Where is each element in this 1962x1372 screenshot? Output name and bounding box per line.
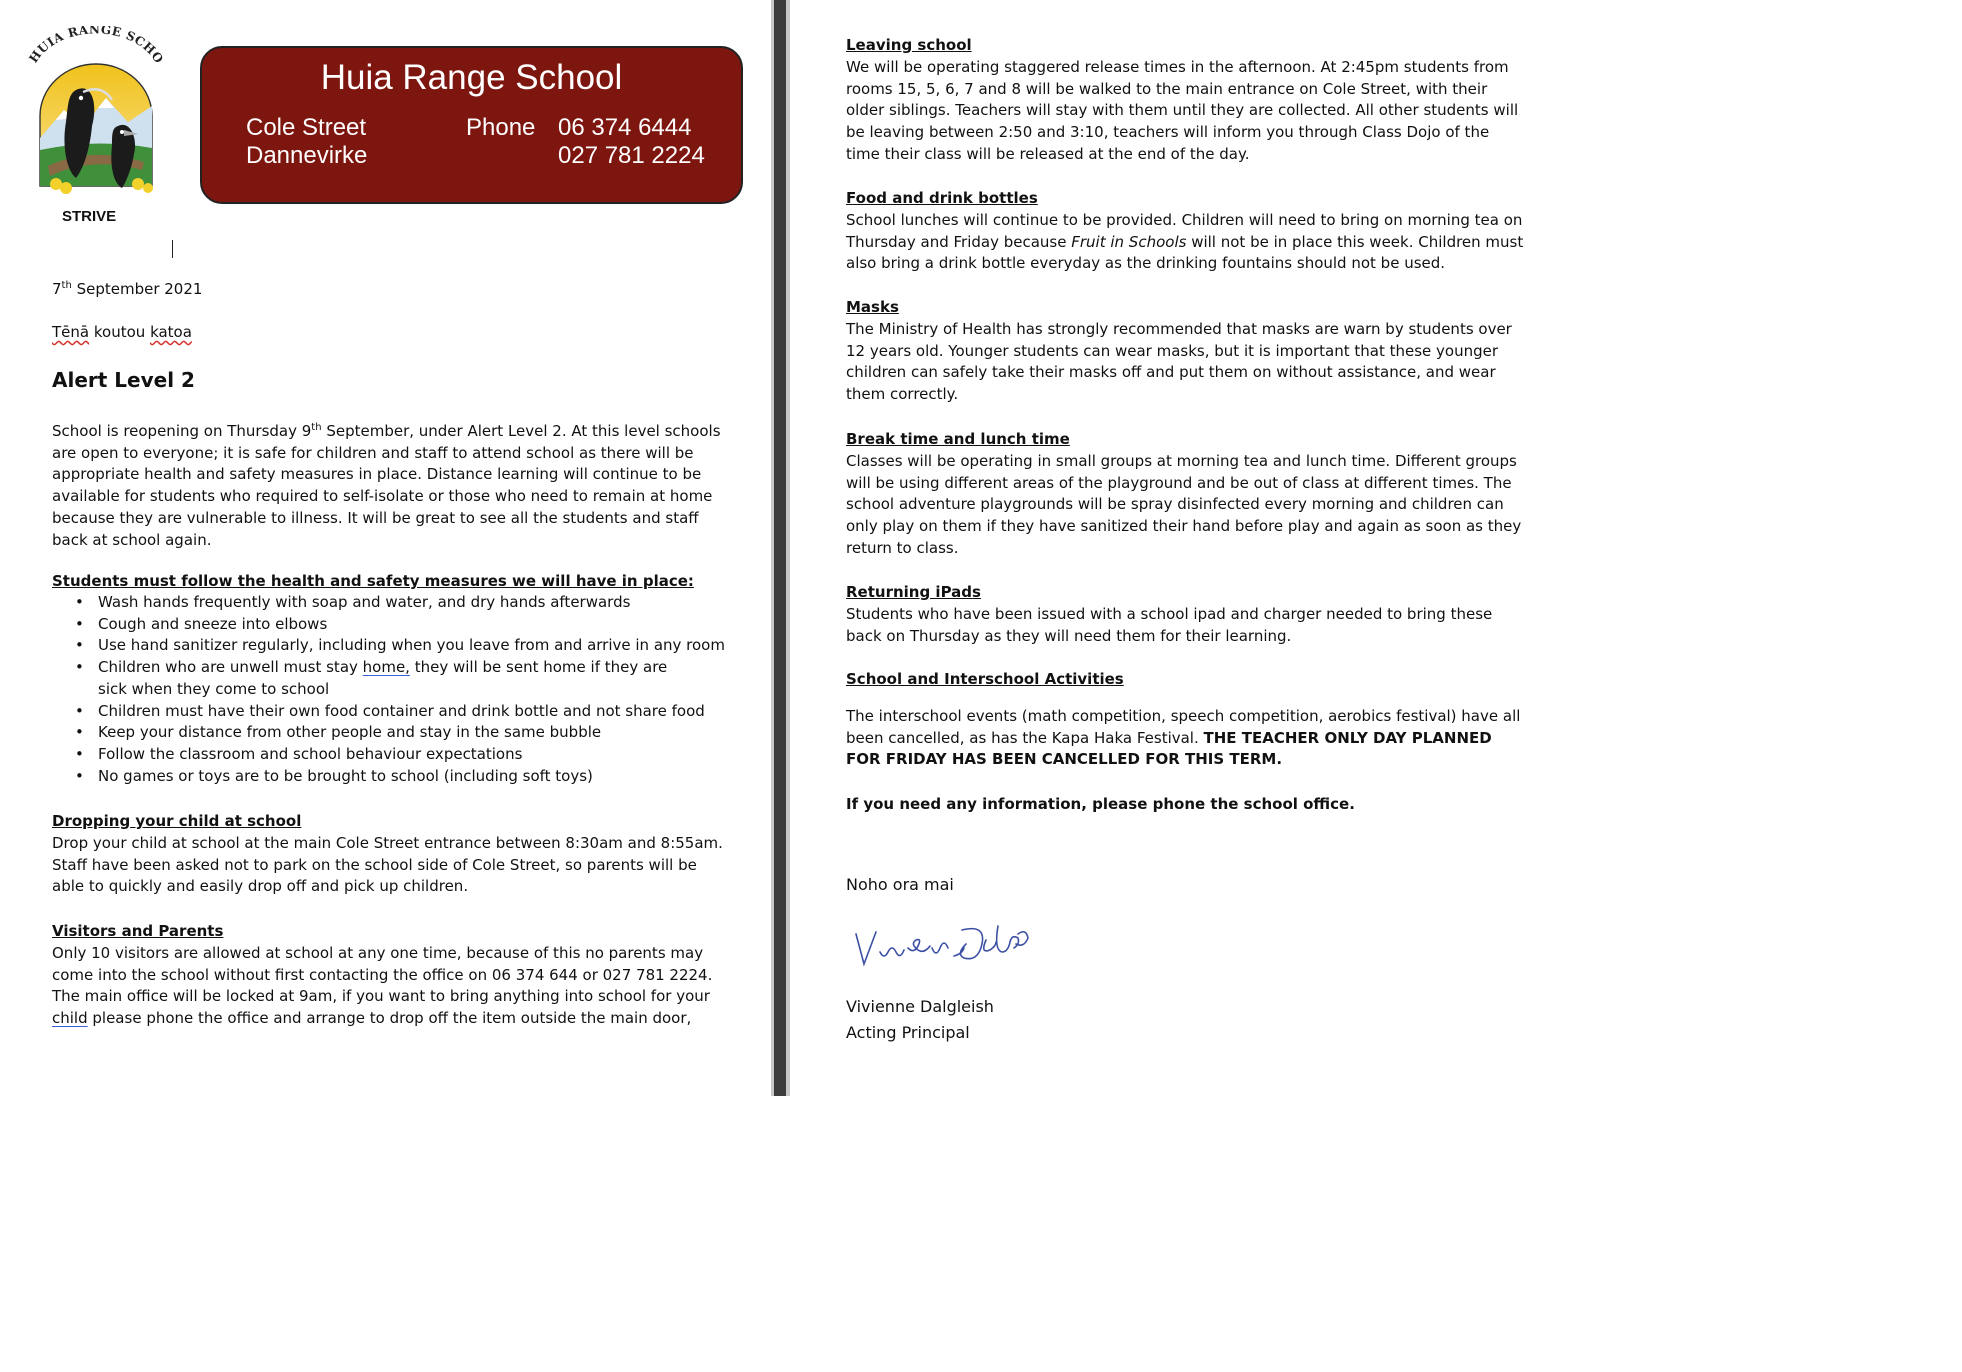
intro-sup: th [311,422,322,433]
huia-bird-logo-icon [26,26,166,206]
intro-part-a: School is reopening on Thursday 9 [52,422,312,440]
list-item: • No games or toys are to be brought to school (including soft toys) [52,766,732,788]
dropping-paragraph: Drop your child at school at the main Cole Street entrance between 8:30am and 8:55am. Staff have been asked not to park on the school side of Cole Street, so parents will be able to quickly and easily drop off and pick up children. [52,834,723,896]
phone-number-1: 06 374 6444 [558,114,692,141]
letter-page-2 [790,0,1568,1096]
signer-title: Acting Principal [846,1023,970,1042]
letterhead-banner [200,46,743,204]
address-line-2: Dannevirke [246,142,368,169]
measures-heading: Students must follow the health and safety measures we will have in place: [52,572,694,590]
svg-text:HUIA RANGE SCHOOL: HUIA RANGE SCHO [26,26,166,67]
masks-paragraph: The Ministry of Health has strongly recommended that masks are warn by students over 12 years old. Younger students can wear masks, but it is important that these younger children can safely take their masks off and put them on without assistance, and wear them correctly. [846,320,1512,404]
signoff: Noho ora mai [846,875,954,894]
activities-part-a: The interschool events (math competition, speech competition, aerobics festival) have all been cancelled, as has the Kapa Haka Festival. [846,707,1521,747]
text-cursor [172,240,173,258]
greeting-word-2: koutou [93,323,146,341]
activities-heading: School and Interschool Activities [846,670,1124,688]
address-line-1: Cole Street [246,114,367,141]
list-item: • Wash hands frequently with soap and water, and dry hands afterwards [52,592,732,614]
list-item: • Use hand sanitizer regularly, including when you leave from and arrive in any room [52,635,732,657]
letter-page-1 [0,0,771,1096]
ipads-heading: Returning iPads [846,583,981,601]
dropping-heading: Dropping your child at school [52,812,302,830]
food-paragraph [846,210,1526,275]
ipads-paragraph: Students who have been issued with a school ipad and charger needed to bring these back on Thursday as they will need them for their learning. [846,605,1493,645]
signature-icon [850,918,1040,978]
visitors-paragraph: Only 10 visitors are allowed at school at any one time, because of this no parents may come into the school without first contacting the office on 06 374 644 or 027 781 2224. The main office will be locked at 9am, if you want to bring anything into school for your child please phone the office and arrange to drop off the item outside the main door, [52,944,713,1028]
intro-paragraph [52,417,724,551]
greeting [52,322,192,344]
list-item: • Children must have their own food container and drink bottle and not share food [52,701,732,723]
measures-list [52,592,732,787]
activities-paragraph [846,706,1526,771]
letter-title: Alert Level 2 [52,368,195,392]
break-paragraph: Classes will be operating in small groups at morning tea and lunch time. Different groups will be using different areas of the playground and be out of class at different times. The school adventure playgrounds will be spray disinfected every morning and children can only play on them if they have sanitized their hand before play and again as soon as they return to class. [846,452,1522,557]
activities-bold: THE TEACHER ONLY DAY PLANNED FOR FRIDAY HAS BEEN CANCELLED FOR THIS TERM. [846,728,1492,769]
greeting-word-1: Tēnā [52,323,90,341]
date-suffix: th [61,280,72,291]
list-item: • Children who are unwell must stay home, they will be sent home if they are sick when they come to school [52,657,698,700]
leaving-paragraph: We will be operating staggered release times in the afternoon. At 2:45pm students from rooms 15, 5, 6, 7 and 8 will be walked to the main entrance on Cole Street, with their older siblings. Teachers will stay with them until they are collected. All other students will be leaving between 2:50 and 3:10, teachers will inform you through Class Dojo of the time their class will be released at the end of the day. [846,58,1519,163]
visitors-heading: Visitors and Parents [52,922,224,940]
list-item: • Cough and sneeze into elbows [52,614,732,636]
signature [850,918,1040,978]
signer-name: Vivienne Dalgleish [846,997,994,1016]
school-motto: STRIVE [62,208,117,225]
greeting-word-3: katoa [150,323,192,341]
school-name: Huia Range School [320,58,623,97]
phone-number-2: 027 781 2224 [558,142,705,169]
letter-date [52,275,202,301]
food-emphasis: Fruit in Schools [1071,232,1187,251]
leaving-heading: Leaving school [846,36,972,54]
intro-part-b: September, under Alert Level 2. At this level schools are open to everyone; it is safe for children and staff to attend school as there will be appropriate health and safety measures in place. Distance learning will continue to be available for students who required to self-isolate or those who need to remain at home because they are vulnerable to illness. It will be great to see all the students and staff back at school again. [52,422,721,549]
break-heading: Break time and lunch time [846,430,1070,448]
food-part-b: will not be in place this week. Children must also bring a drink bottle everyday as the drinking fountains should not be used. [846,232,1524,273]
food-heading: Food and drink bottles [846,189,1038,207]
date-rest: September 2021 [71,280,203,298]
list-item: • Follow the classroom and school behaviour expectations [52,744,732,766]
info-line: If you need any information, please phone the school office. [846,795,1355,813]
school-logo [26,26,166,226]
list-item: • Keep your distance from other people and stay in the same bubble [52,722,732,744]
page-divider [774,0,786,1096]
food-part-a: School lunches will continue to be provided. Children will need to bring on morning tea on Thursday and Friday because [846,211,1523,251]
phone-label: Phone [466,114,536,141]
date-day: 7 [52,280,62,298]
masks-heading: Masks [846,298,899,316]
